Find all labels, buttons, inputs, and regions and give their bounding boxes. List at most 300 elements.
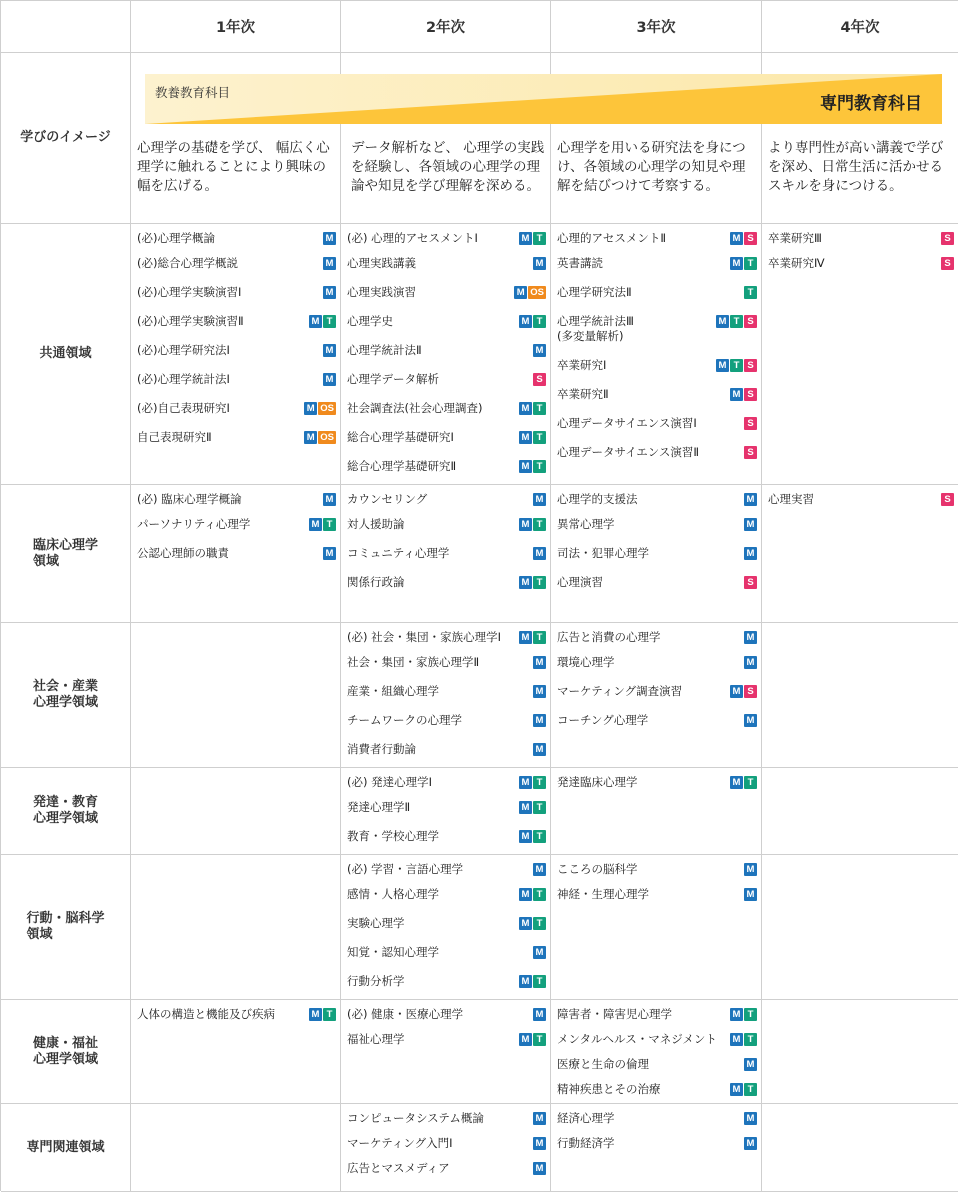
course-name: 心理実践演習 (347, 285, 416, 299)
domain-label-text: 共通領域 (39, 346, 92, 361)
course-name: 心理学的支援法 (557, 492, 638, 506)
course-item (347, 684, 546, 699)
course-list (341, 1000, 550, 1047)
badge-m: M (533, 863, 546, 876)
domain-label (1, 855, 131, 1000)
badge-t: T (533, 631, 546, 644)
badge-m: M (519, 518, 532, 531)
course-name: 卒業研究Ⅰ (557, 358, 607, 372)
year-header-1: 1年次 (131, 1, 341, 53)
course-badges (519, 575, 546, 589)
course-cell (762, 768, 958, 855)
course-item (347, 517, 546, 532)
course-name: 心理学データ解析 (347, 372, 439, 386)
badge-os: OS (320, 432, 334, 443)
course-name: マーケティング入門Ⅰ (347, 1136, 453, 1150)
course-badges (744, 630, 757, 644)
badge-t: T (730, 359, 743, 372)
course-badges (309, 314, 336, 328)
course-badges (304, 401, 336, 415)
badge-s: S (744, 417, 757, 430)
course-name: 産業・組織心理学 (347, 684, 439, 698)
course-list (341, 1104, 550, 1176)
course-item (137, 546, 336, 561)
course-name: チームワークの心理学 (347, 713, 462, 727)
course-item (557, 862, 757, 877)
course-name: マーケティング調査演習 (557, 684, 683, 698)
domain-label-text: 行動・脳科学 領域 (26, 911, 105, 942)
badge-t: T (744, 257, 757, 270)
course-item (557, 1032, 757, 1047)
course-cell (551, 485, 762, 623)
course-badges (304, 430, 336, 444)
course-item (137, 401, 336, 416)
badge-m: M (744, 493, 757, 506)
course-cell (341, 485, 551, 623)
course-item (137, 285, 336, 300)
course-name: 公認心理師の職責 (137, 546, 229, 560)
badge-s: S (744, 685, 757, 698)
course-name: (必) 発達心理学Ⅰ (347, 775, 433, 789)
course-badges (323, 256, 336, 270)
badge-s: S (533, 373, 546, 386)
course-badges (744, 546, 757, 560)
course-item (347, 916, 546, 931)
course-list (341, 623, 550, 757)
course-cell (551, 224, 762, 485)
image-text-1: 心理学の基礎を学び、 幅広く心理学に触れることにより興味の幅を広げる。 (137, 140, 330, 194)
badge-m: M (533, 1137, 546, 1150)
badge-t: T (323, 315, 336, 328)
course-list (762, 1000, 958, 1007)
course-badges (730, 1007, 757, 1021)
badge-t: T (533, 402, 546, 415)
course-name: 心理学統計法Ⅲ (多変量解析) (557, 314, 634, 343)
course-item (347, 862, 546, 877)
course-badges (744, 416, 757, 430)
course-badges (514, 285, 546, 299)
course-cell (762, 1000, 958, 1104)
course-cell (131, 855, 341, 1000)
course-item (557, 285, 757, 300)
badge-m: M (323, 547, 336, 560)
badge-s: S (744, 446, 757, 459)
course-list (131, 485, 340, 561)
badge-m: M (519, 315, 532, 328)
badge-t: T (533, 576, 546, 589)
course-badges (519, 800, 546, 814)
badge-m: M (519, 776, 532, 789)
course-item (557, 684, 757, 699)
course-cell (341, 855, 551, 1000)
domain-label (1, 485, 131, 623)
course-badges (730, 387, 757, 401)
course-item (137, 492, 336, 507)
course-item (557, 358, 757, 373)
badge-m: M (519, 576, 532, 589)
course-name: 障害者・障害児心理学 (557, 1007, 672, 1021)
badge-m: M (519, 801, 532, 814)
course-list (341, 485, 550, 590)
badge-t: T (744, 1083, 757, 1096)
course-item (347, 713, 546, 728)
course-badges (519, 314, 546, 328)
course-list (551, 768, 761, 790)
course-list (551, 623, 761, 728)
course-name: 福祉心理学 (347, 1032, 405, 1046)
domain-label (1, 224, 131, 485)
course-item (137, 1007, 336, 1022)
course-badges (533, 684, 546, 698)
badge-m: M (744, 1137, 757, 1150)
course-badges (744, 517, 757, 531)
badge-m: M (533, 714, 546, 727)
course-badges (941, 231, 954, 245)
badge-m: M (519, 460, 532, 473)
course-badges (323, 343, 336, 357)
course-badges (519, 829, 546, 843)
badge-m: M (304, 402, 317, 415)
badge-os: OS (320, 403, 334, 414)
course-item (768, 492, 954, 507)
course-badges (309, 1007, 336, 1021)
badge-m: M (744, 1058, 757, 1071)
domain-label (1, 623, 131, 768)
course-item (557, 231, 757, 246)
course-cell (551, 623, 762, 768)
course-name: 実験心理学 (347, 916, 405, 930)
course-cell (762, 1104, 958, 1192)
badge-s: S (744, 576, 757, 589)
course-name: 心理演習 (557, 575, 603, 589)
course-name: カウンセリング (347, 492, 428, 506)
course-badges (519, 401, 546, 415)
course-item (347, 742, 546, 757)
badge-m: M (533, 344, 546, 357)
course-badges (519, 517, 546, 531)
badge-m: M (744, 547, 757, 560)
domain-label-text: 発達・教育 心理学領域 (32, 795, 98, 826)
course-name: 卒業研究Ⅱ (557, 387, 609, 401)
course-name: (必)心理学実験演習Ⅱ (137, 314, 244, 328)
course-badges (744, 887, 757, 901)
course-name: 人体の構造と機能及び疾病 (137, 1007, 275, 1021)
domain-label-text: 臨床心理学 領域 (32, 537, 98, 569)
course-name: (必)心理学研究法Ⅰ (137, 343, 230, 357)
course-item (347, 372, 546, 387)
course-item (347, 1161, 546, 1176)
course-badges (519, 887, 546, 901)
course-name: 広告とマスメディア (347, 1161, 450, 1175)
domain-label (1, 1000, 131, 1104)
course-cell (341, 224, 551, 485)
course-name: (必) 学習・言語心理学 (347, 862, 464, 876)
badge-m: M (309, 315, 322, 328)
badge-m: M (744, 1112, 757, 1125)
image-row-label (1, 53, 131, 224)
course-name: 心理実践講義 (347, 256, 416, 270)
course-cell (131, 224, 341, 485)
course-item (347, 401, 546, 416)
course-list (762, 485, 958, 507)
course-item (347, 800, 546, 815)
course-item (137, 343, 336, 358)
year-header-3: 3年次 (551, 1, 762, 53)
course-badges (533, 1111, 546, 1125)
badge-m: M (744, 656, 757, 669)
course-item (137, 517, 336, 532)
course-badges (323, 285, 336, 299)
badge-m: M (519, 975, 532, 988)
course-item (557, 1111, 757, 1126)
course-badges (519, 430, 546, 444)
badge-m: M (309, 518, 322, 531)
course-name: (必) 臨床心理学概論 (137, 492, 242, 506)
badge-t: T (533, 460, 546, 473)
course-item (557, 1007, 757, 1022)
course-name: 心理学史 (347, 314, 393, 328)
course-item (347, 1111, 546, 1126)
course-badges (533, 945, 546, 959)
course-item (347, 655, 546, 670)
badge-m: M (519, 402, 532, 415)
course-name: 発達臨床心理学 (557, 775, 638, 789)
badge-m: M (744, 631, 757, 644)
course-name: 心理データサイエンス演習Ⅰ (557, 416, 697, 430)
course-badges (730, 231, 757, 245)
course-cell (131, 768, 341, 855)
course-name: 心理学統計法Ⅱ (347, 343, 422, 357)
course-item (768, 256, 954, 271)
course-list (551, 855, 761, 902)
badge-t: T (533, 830, 546, 843)
course-list (131, 623, 340, 630)
course-item (557, 546, 757, 561)
course-list (131, 224, 340, 445)
course-name: 知覚・認知心理学 (347, 945, 439, 959)
course-badges (744, 713, 757, 727)
domain-label-text: 社会・産業 心理学領域 (32, 679, 98, 710)
course-name: (必)自己表現研究Ⅰ (137, 401, 230, 415)
badge-m: M (323, 257, 336, 270)
course-badges (519, 1032, 546, 1046)
course-badges (323, 492, 336, 506)
course-badges (519, 231, 546, 245)
course-list (551, 224, 761, 460)
course-name: 心理実習 (768, 492, 814, 506)
course-name: 精神疾患とその治療 (557, 1082, 661, 1096)
course-badges (533, 492, 546, 506)
course-badges (533, 655, 546, 669)
course-item (347, 775, 546, 790)
course-list (131, 855, 340, 862)
course-badges (533, 713, 546, 727)
badge-m: M (323, 286, 336, 299)
course-name: 総合心理学基礎研究Ⅰ (347, 430, 454, 444)
badge-m: M (533, 1008, 546, 1021)
course-cell (762, 224, 958, 485)
badge-m: M (730, 1008, 743, 1021)
course-list (762, 623, 958, 630)
course-cell (131, 1000, 341, 1104)
course-item (137, 231, 336, 246)
badge-os: OS (530, 287, 544, 298)
course-badges (323, 231, 336, 245)
course-cell (762, 485, 958, 623)
course-item (347, 231, 546, 246)
course-list (131, 1000, 340, 1022)
course-item (347, 887, 546, 902)
badge-m: M (533, 685, 546, 698)
course-item (347, 630, 546, 645)
course-list (341, 768, 550, 844)
course-badges (744, 1057, 757, 1071)
course-badges (309, 517, 336, 531)
domain-label (1, 768, 131, 855)
course-cell (762, 623, 958, 768)
badge-m: M (519, 631, 532, 644)
badge-t: T (323, 1008, 336, 1021)
badge-m: M (533, 946, 546, 959)
course-badges (519, 775, 546, 789)
badge-t: T (744, 1008, 757, 1021)
course-badges (519, 459, 546, 473)
course-list (762, 1104, 958, 1111)
badge-t: T (323, 518, 336, 531)
course-name: (必) 社会・集団・家族心理学Ⅰ (347, 630, 502, 644)
badge-m: M (730, 388, 743, 401)
course-item (347, 575, 546, 590)
badge-t: T (533, 801, 546, 814)
badge-m: M (744, 863, 757, 876)
course-cell (341, 768, 551, 855)
badge-m: M (744, 888, 757, 901)
badge-m: M (519, 917, 532, 930)
course-name: 心理データサイエンス演習Ⅱ (557, 445, 700, 459)
domain-label-text: 専門関連領域 (26, 1139, 105, 1155)
course-badges (519, 630, 546, 644)
course-list (131, 1104, 340, 1111)
course-badges (730, 256, 757, 270)
course-list (341, 855, 550, 989)
badge-m: M (533, 743, 546, 756)
badge-m: M (730, 232, 743, 245)
course-name: (必)心理学概論 (137, 231, 215, 245)
course-badges (730, 684, 757, 698)
course-item (137, 314, 336, 329)
year-header-2: 2年次 (341, 1, 551, 53)
badge-m: M (533, 547, 546, 560)
badge-t: T (533, 431, 546, 444)
course-cell (551, 855, 762, 1000)
year-header-4: 4年次 (762, 1, 958, 53)
badge-m: M (514, 286, 527, 299)
course-badges (716, 358, 757, 372)
course-badges (323, 372, 336, 386)
course-badges (533, 256, 546, 270)
course-item (347, 492, 546, 507)
course-item (347, 1136, 546, 1151)
badge-m: M (730, 257, 743, 270)
course-list (551, 1000, 761, 1097)
badge-m: M (533, 1112, 546, 1125)
course-item (557, 1057, 757, 1072)
course-badges (730, 1082, 757, 1096)
course-item (557, 775, 757, 790)
course-item (347, 974, 546, 989)
course-cell (131, 1104, 341, 1192)
badge-s: S (744, 388, 757, 401)
course-name: 卒業研究Ⅲ (768, 231, 822, 245)
course-item (768, 231, 954, 246)
badge-m: M (309, 1008, 322, 1021)
domain-label-text: 健康・福祉 心理学領域 (32, 1035, 98, 1067)
course-name: (必)心理学実験演習Ⅰ (137, 285, 242, 299)
badge-s: S (941, 232, 954, 245)
badge-t: T (730, 315, 743, 328)
corner-cell (1, 1, 131, 53)
course-cell (551, 1000, 762, 1104)
course-list (341, 224, 550, 474)
course-name: 司法・犯罪心理学 (557, 546, 649, 560)
course-name: 社会調査法(社会心理調査) (347, 401, 483, 415)
course-badges (744, 285, 757, 299)
course-item (137, 430, 336, 445)
course-item (557, 492, 757, 507)
course-item (347, 945, 546, 960)
course-cell (341, 1000, 551, 1104)
course-item (557, 575, 757, 590)
course-list (551, 1104, 761, 1151)
badge-m: M (533, 257, 546, 270)
course-badges (533, 742, 546, 756)
course-item (347, 256, 546, 271)
course-name: 発達心理学Ⅱ (347, 800, 411, 814)
badge-t: T (533, 315, 546, 328)
badge-m: M (730, 1033, 743, 1046)
badge-m: M (716, 315, 729, 328)
badge-m: M (519, 1033, 532, 1046)
course-badges (533, 546, 546, 560)
domain-label (1, 1104, 131, 1192)
course-badges (519, 916, 546, 930)
course-name: 経済心理学 (557, 1111, 615, 1125)
course-item (347, 314, 546, 329)
course-item (557, 713, 757, 728)
badge-m: M (323, 232, 336, 245)
badge-m: M (744, 518, 757, 531)
course-name: コミュニティ心理学 (347, 546, 450, 560)
course-item (557, 630, 757, 645)
course-item (557, 445, 757, 460)
badge-m: M (519, 888, 532, 901)
course-name: 感情・人格心理学 (347, 887, 439, 901)
course-name: 総合心理学基礎研究Ⅱ (347, 459, 457, 473)
course-name: 消費者行動論 (347, 742, 416, 756)
course-item (557, 1082, 757, 1097)
badge-m: M (730, 1083, 743, 1096)
course-cell (341, 1104, 551, 1192)
course-item (557, 517, 757, 532)
course-name: 心理学研究法Ⅱ (557, 285, 632, 299)
course-name: 神経・生理心理学 (557, 887, 649, 901)
course-item (347, 1032, 546, 1047)
band-label-specialized: 専門教育科目 (820, 94, 922, 114)
course-name: 異常心理学 (557, 517, 615, 531)
badge-s: S (744, 315, 757, 328)
course-name: こころの脳科学 (557, 862, 638, 876)
badge-m: M (519, 431, 532, 444)
